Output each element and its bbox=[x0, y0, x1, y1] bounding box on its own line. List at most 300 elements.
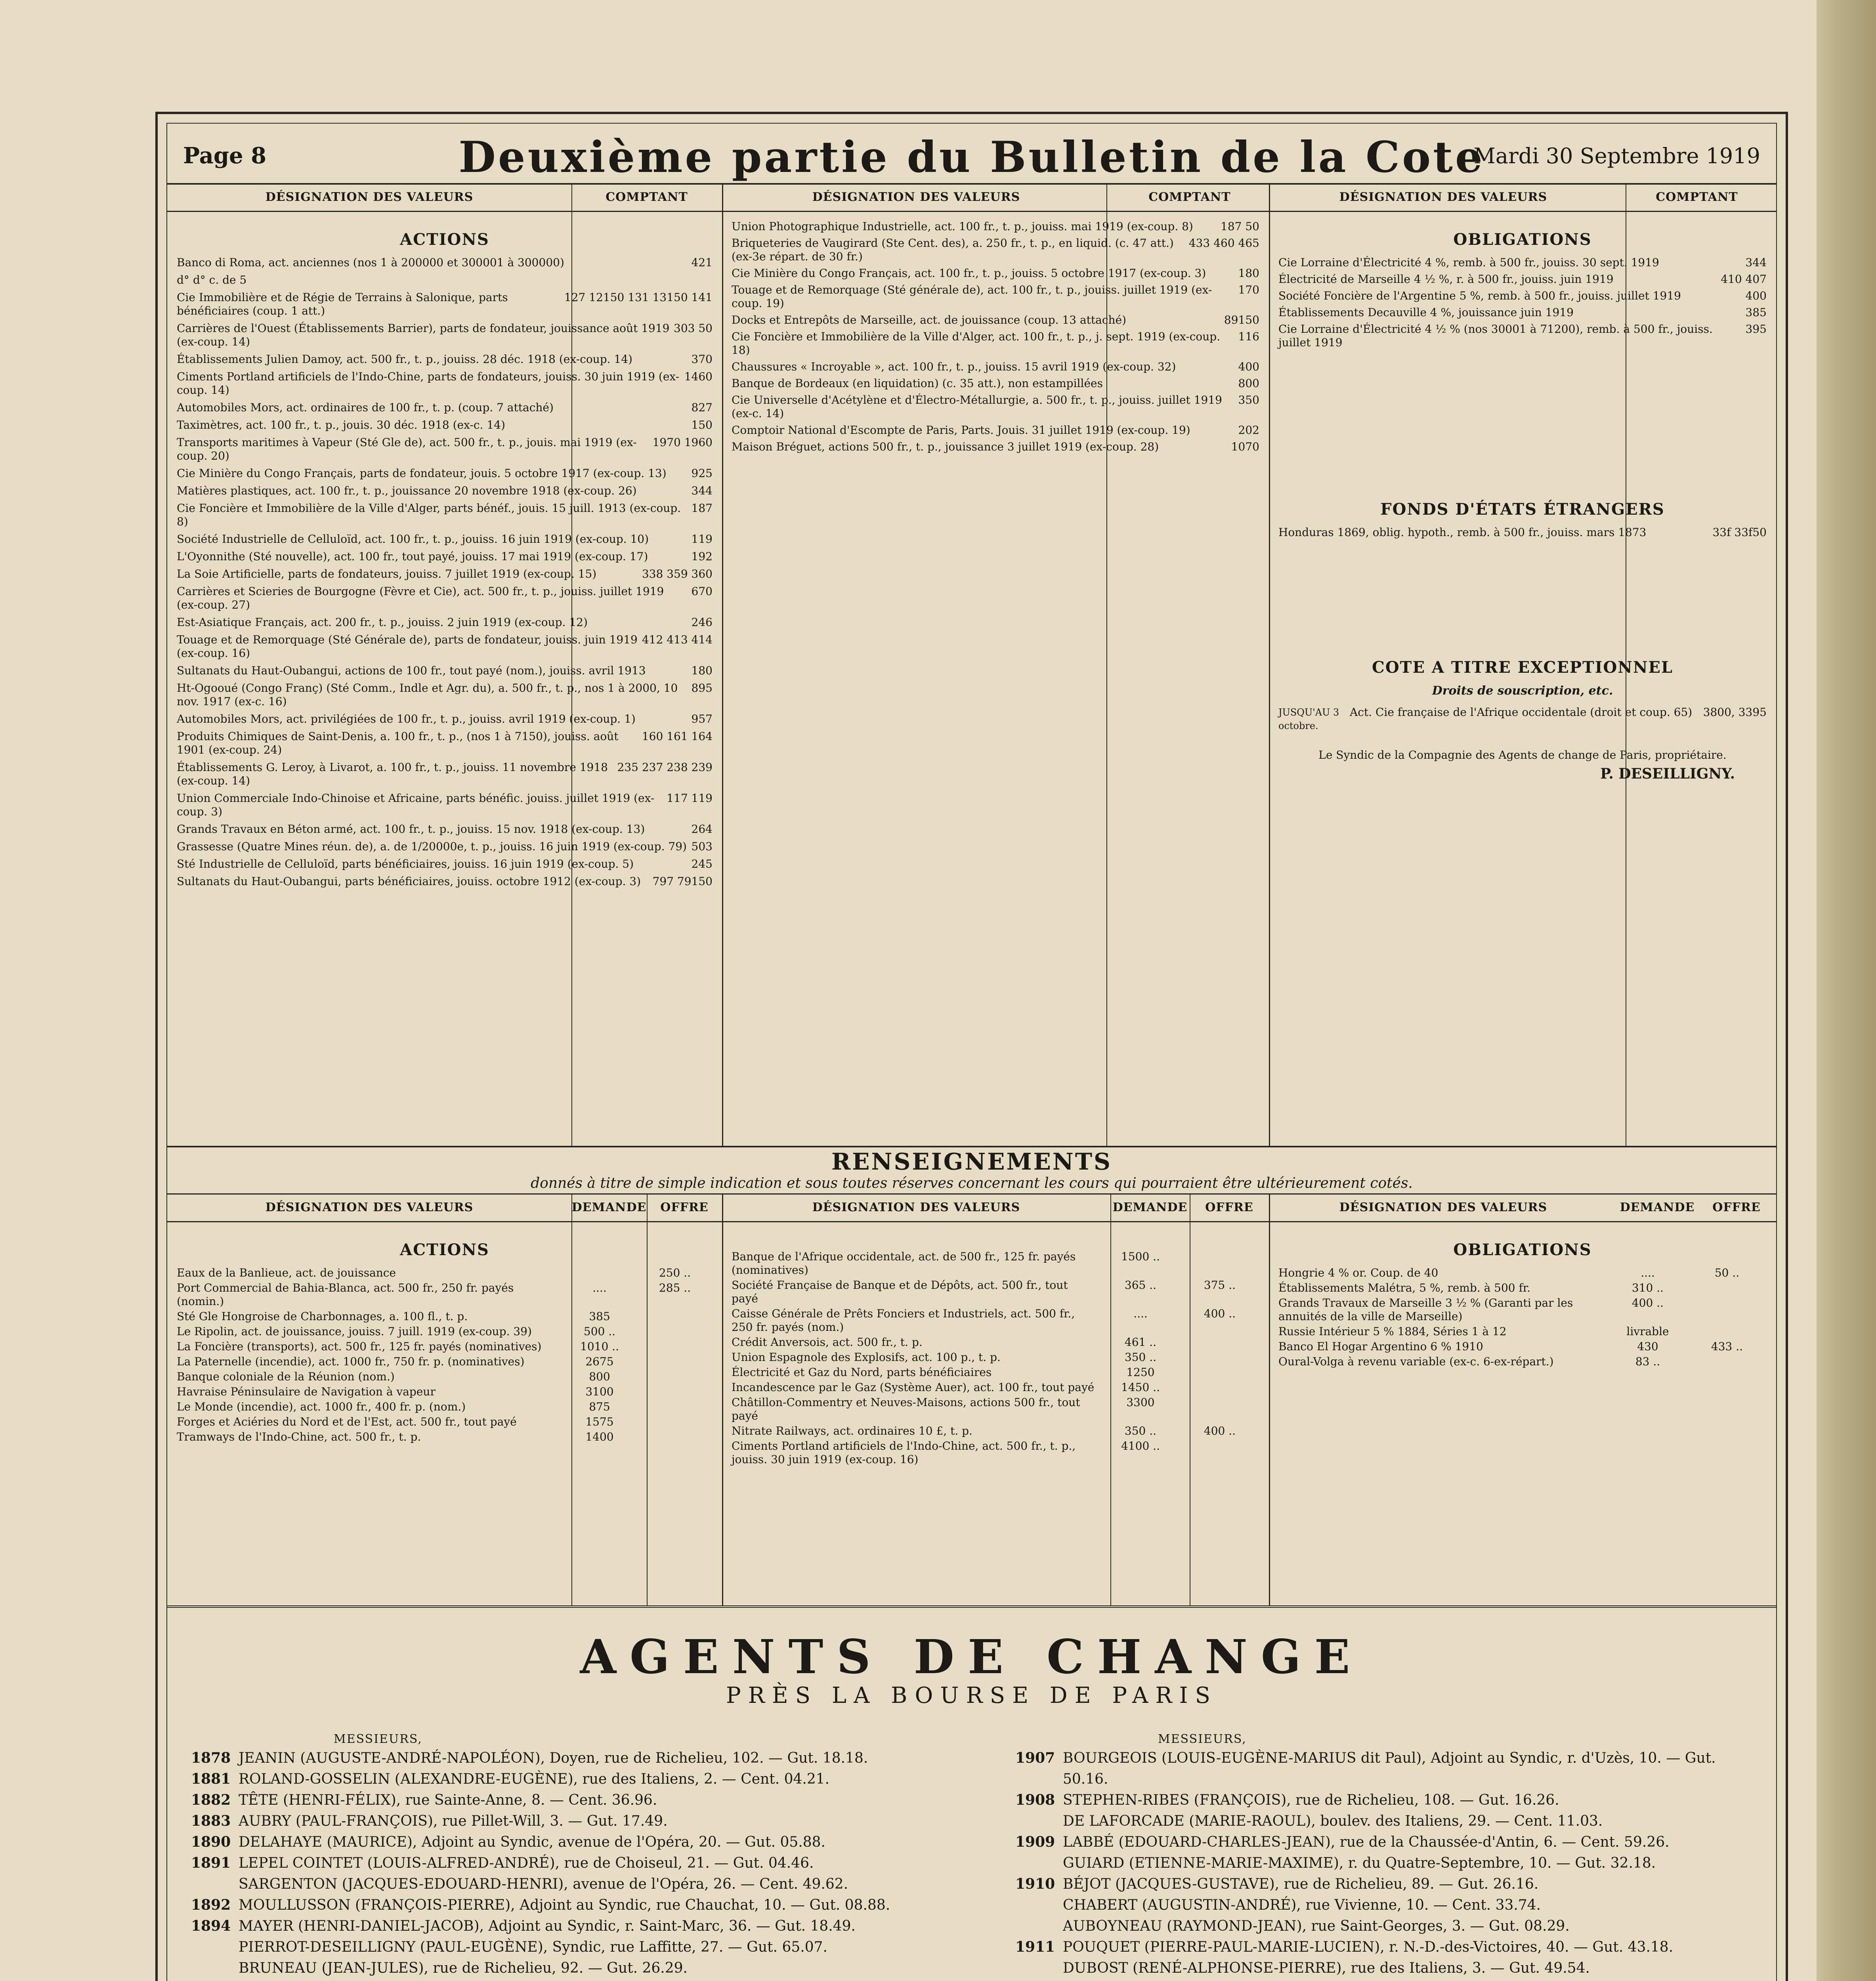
agents-de-change bbox=[167, 1613, 1776, 1981]
syndic-signature: P. DESEILLIGNY. bbox=[1600, 765, 1735, 782]
agent-row bbox=[191, 1769, 984, 1790]
quote-row bbox=[732, 1381, 1259, 1394]
agent-row bbox=[1015, 1958, 1760, 1979]
agent-entry: BÉJOT (JACQUES-GUSTAVE), rue de Richelieu, 89. — Gut. 26.16. bbox=[1063, 1876, 1539, 1892]
quote-row bbox=[177, 273, 713, 287]
agent-entry: LEPEL COINTET (LOUIS-ALFRED-ANDRÉ), rue de Choiseul, 21. — Gut. 04.46. bbox=[239, 1855, 814, 1871]
agent-year bbox=[1015, 1895, 1063, 1916]
agent-row bbox=[191, 1979, 984, 1981]
agent-entry: ROLAND-GOSSELIN (ALEXANDRE-EUGÈNE), rue des Italiens, 2. — Cent. 04.21. bbox=[239, 1771, 830, 1787]
rens-mid-col bbox=[722, 1193, 1269, 1605]
agent-year bbox=[191, 1979, 239, 1981]
quote-designation: Automobiles Mors, act. privilégiées de 100 fr., t. p., jouiss. avril 1919 (ex-coup. 1) bbox=[177, 712, 636, 725]
quote-row bbox=[177, 761, 713, 788]
quote-price: 160 161 164 bbox=[642, 730, 713, 743]
quote-price: 925 bbox=[691, 467, 713, 480]
column-header bbox=[1269, 183, 1776, 212]
quote-demande bbox=[562, 1266, 637, 1280]
rens-oblig-col bbox=[1269, 1193, 1776, 1605]
quote-price: 235 237 238 239 bbox=[617, 761, 713, 774]
quote-offre bbox=[637, 1385, 713, 1399]
cote-tables bbox=[167, 183, 1776, 1147]
quote-offre: 433 .. bbox=[1711, 1340, 1743, 1353]
quote-row bbox=[177, 401, 713, 414]
quote-demande: 430 bbox=[1637, 1340, 1658, 1353]
quote-designation: Comptoir National d'Escompte de Paris, Parts. Jouis. 31 juillet 1919 (ex-coup. 19) bbox=[732, 424, 1190, 437]
quote-demande: 800 bbox=[589, 1370, 610, 1383]
quote-price: 116 bbox=[1238, 330, 1259, 343]
quote-designation: Banque de Bordeaux (en liquidation) (c. 35 att.), non estampillées bbox=[732, 377, 1103, 390]
quote-designation: Électricité de Marseille 4 ½ %, r. à 500 fr., jouiss. juin 1919 bbox=[1278, 273, 1614, 286]
demande-header: DEMANDE bbox=[1620, 1200, 1695, 1214]
except-designation: Act. Cie française de l'Afrique occidentale (droit et coup. 65) bbox=[1350, 706, 1693, 719]
fonds-title: FONDS D'ÉTATS ÉTRANGERS bbox=[1380, 500, 1665, 519]
quote-row bbox=[177, 1385, 713, 1399]
agent-year: 1908 bbox=[1015, 1792, 1055, 1808]
quote-price: 246 bbox=[691, 616, 713, 629]
agent-year: 1892 bbox=[191, 1897, 231, 1913]
quote-price: 827 bbox=[691, 401, 713, 414]
offre-header: OFFRE bbox=[1205, 1200, 1253, 1214]
quote-price: 370 bbox=[691, 353, 713, 366]
quote-designation: Ciments Portland artificiels de l'Indo-Chine, act. 500 fr., t. p., jouiss. 30 juin 1919 (ex-coup. 16) bbox=[732, 1439, 1076, 1466]
agent-row bbox=[191, 1811, 984, 1832]
quote-price: 957 bbox=[691, 712, 713, 725]
quote-price: 338 359 360 bbox=[642, 567, 713, 580]
designation-header: DÉSIGNATION DES VALEURS bbox=[1339, 1200, 1547, 1214]
quote-offre: 400 .. bbox=[1204, 1307, 1236, 1320]
quote-offre bbox=[637, 1430, 713, 1444]
quote-designation: Le Ripolin, act. de jouissance, jouiss. 7 juill. 1919 (ex-coup. 39) bbox=[177, 1325, 532, 1338]
bulletin-inner bbox=[166, 123, 1777, 1981]
agent-year bbox=[1015, 1853, 1063, 1874]
actions-list bbox=[167, 212, 722, 900]
quote-demande: 1400 bbox=[585, 1430, 614, 1443]
agent-year: 1891 bbox=[191, 1855, 231, 1871]
agent-year bbox=[191, 1874, 239, 1895]
quote-demande: .... bbox=[1641, 1266, 1655, 1279]
quote-demande: 875 bbox=[589, 1400, 610, 1413]
agent-year: 1878 bbox=[191, 1750, 231, 1766]
quote-offre bbox=[1687, 1296, 1767, 1323]
quote-demande: 1575 bbox=[585, 1415, 614, 1428]
quote-price: 410 407 bbox=[1721, 273, 1767, 286]
agent-entry: DUBOST (RENÉ-ALPHONSE-PIERRE), rue des Italiens, 3. — Gut. 49.54. bbox=[1063, 1960, 1590, 1976]
quote-offre bbox=[1180, 1396, 1259, 1423]
quote-price: 895 bbox=[691, 681, 713, 695]
agent-year: 1911 bbox=[1015, 1939, 1055, 1955]
quote-designation: Produits Chimiques de Saint-Denis, a. 100 fr., t. p., (nos 1 à 7150), jouiss. août 1901 (ex-coup. 24) bbox=[177, 730, 619, 756]
quote-designation: Docks et Entrepôts de Marseille, act. de jouissance (coup. 13 attaché) bbox=[732, 313, 1127, 326]
quote-row bbox=[177, 823, 713, 836]
quote-demande: 3100 bbox=[585, 1385, 614, 1398]
rens-oblig-list bbox=[1269, 1222, 1776, 1378]
quote-offre bbox=[637, 1415, 713, 1429]
demande-header: DEMANDE bbox=[571, 1200, 647, 1214]
quote-price: 187 50 bbox=[1221, 220, 1259, 233]
agent-row bbox=[1015, 1937, 1760, 1958]
quote-row bbox=[732, 360, 1259, 374]
messieurs-label: MESSIEURS, bbox=[334, 1732, 422, 1746]
quote-designation: Sultanats du Haut-Oubangui, parts bénéficiaires, jouiss. octobre 1912 (ex-coup. 3) bbox=[177, 875, 641, 888]
quote-row bbox=[177, 792, 713, 819]
quote-price: 117 119 bbox=[667, 792, 713, 805]
quote-row bbox=[1278, 1296, 1767, 1323]
quote-designation: La Foncière (transports), act. 500 fr., 125 fr. payés (nominatives) bbox=[177, 1340, 542, 1353]
rens-actions-title: ACTIONS bbox=[400, 1241, 489, 1259]
quote-designation: Cie Lorraine d'Électricité 4 ½ % (nos 30001 à 71200), remb. à 500 fr., jouiss. juillet 1919 bbox=[1278, 323, 1713, 349]
designation-header: DÉSIGNATION DES VALEURS bbox=[265, 1200, 474, 1214]
quote-price: 264 bbox=[691, 823, 713, 836]
quote-designation: Cie Immobilière et de Régie de Terrains à Salonique, parts bénéficiaires (coup. 1 att.) bbox=[177, 291, 508, 317]
quote-row bbox=[1278, 1281, 1767, 1295]
quote-price: 202 bbox=[1238, 424, 1259, 437]
agent-row bbox=[191, 1916, 984, 1937]
quote-designation: Établissements Decauville 4 %, jouissance juin 1919 bbox=[1278, 306, 1574, 319]
quote-price: 385 bbox=[1745, 306, 1767, 319]
quote-price: 433 460 465 bbox=[1188, 237, 1259, 250]
quote-price: 400 bbox=[1238, 360, 1259, 373]
agent-year bbox=[191, 1937, 239, 1958]
quote-designation: Union Commerciale Indo-Chinoise et Africaine, parts bénéfic. jouiss. juillet 1919 (ex-coup. 3) bbox=[177, 792, 655, 818]
quote-price: 245 bbox=[691, 857, 713, 870]
quote-row bbox=[732, 1250, 1259, 1277]
agent-row bbox=[1015, 1853, 1760, 1874]
quote-row bbox=[177, 502, 713, 529]
quote-designation: Société Foncière de l'Argentine 5 %, remb. à 500 fr., jouiss. juillet 1919 bbox=[1278, 289, 1681, 302]
quote-row bbox=[177, 418, 713, 432]
quote-row bbox=[732, 424, 1259, 437]
quote-designation: Ciments Portland artificiels de l'Indo-Chine, parts de fondateurs, jouiss. 30 juin 1919 (ex-coup. 14) bbox=[177, 370, 680, 397]
quote-row bbox=[177, 1415, 713, 1429]
quote-designation: Sté Gle Hongroise de Charbonnages, a. 100 fl., t. p. bbox=[177, 1310, 468, 1323]
agent-row bbox=[191, 1853, 984, 1874]
quote-designation: Carrières et Scieries de Bourgogne (Fèvre et Cie), act. 500 fr., t. p., jouiss. juillet 1919 (ex-coup. 27) bbox=[177, 585, 664, 611]
quote-offre bbox=[1180, 1439, 1259, 1466]
quote-row bbox=[177, 353, 713, 366]
actions-list-2 bbox=[722, 212, 1269, 465]
agent-year bbox=[1015, 1811, 1063, 1832]
agent-entry: JEANIN (AUGUSTE-ANDRÉ-NAPOLÉON), Doyen, rue de Richelieu, 102. — Gut. 18.18. bbox=[239, 1750, 868, 1766]
renseignements-subtitle: donnés à titre de simple indication et sous toutes réserves concernant les cours qui pourraient être ultérieurement cotés. bbox=[531, 1175, 1413, 1191]
agent-year: 1910 bbox=[1015, 1876, 1055, 1892]
agent-row bbox=[1015, 1916, 1760, 1937]
quote-offre: 285 .. bbox=[659, 1281, 691, 1294]
quote-demande: 400 .. bbox=[1631, 1296, 1664, 1309]
designation-header: DÉSIGNATION DES VALEURS bbox=[812, 1200, 1020, 1214]
quote-designation: Banco di Roma, act. anciennes (nos 1 à 200000 et 300001 à 300000) bbox=[177, 256, 564, 269]
quote-price: 1460 bbox=[684, 370, 713, 383]
quote-row bbox=[732, 377, 1259, 390]
quote-demande: 3300 bbox=[1126, 1396, 1155, 1409]
quote-designation: Touage et de Remorquage (Sté Générale de), parts de fondateur, jouiss. juin 1919 (ex-coup. 16) bbox=[177, 633, 638, 660]
quote-row bbox=[732, 1336, 1259, 1349]
quote-demande: 350 .. bbox=[1124, 1351, 1157, 1364]
quote-row bbox=[732, 1351, 1259, 1364]
renseignements-title: RENSEIGNEMENTS bbox=[831, 1148, 1112, 1175]
comptant-header: COMPTANT bbox=[1148, 190, 1231, 204]
quote-designation: Chaussures « Incroyable », act. 100 fr., t. p., jouiss. 15 avril 1919 (ex-coup. 32) bbox=[732, 360, 1176, 373]
quote-designation: Honduras 1869, oblig. hypoth., remb. à 500 fr., jouiss. mars 1873 bbox=[1278, 526, 1647, 539]
quote-row bbox=[177, 840, 713, 853]
designation-header: DÉSIGNATION DES VALEURS bbox=[812, 190, 1020, 204]
quote-row bbox=[1278, 256, 1767, 269]
agent-entry: GUIARD (ETIENNE-MARIE-MAXIME), r. du Quatre-Septembre, 10. — Gut. 32.18. bbox=[1063, 1855, 1656, 1871]
quote-price: 192 bbox=[691, 550, 713, 563]
quote-offre: 400 .. bbox=[1204, 1424, 1236, 1437]
quote-price: 412 413 414 bbox=[642, 633, 713, 646]
quote-price: 344 bbox=[1745, 256, 1767, 269]
quote-row bbox=[177, 550, 713, 563]
quote-designation: Cie Minière du Congo Français, act. 100 fr., t. p., jouiss. 5 octobre 1917 (ex-coup. 3) bbox=[732, 267, 1206, 280]
quote-designation: Eaux de la Banlieue, act. de jouissance bbox=[177, 1266, 396, 1279]
quote-row bbox=[177, 484, 713, 498]
quote-offre bbox=[1180, 1351, 1259, 1364]
quote-designation: Cie Minière du Congo Français, parts de fondateur, jouis. 5 octobre 1917 (ex-coup. 13) bbox=[177, 467, 667, 480]
quote-demande: .... bbox=[1133, 1307, 1148, 1320]
quote-designation: Châtillon-Commentry et Neuves-Maisons, actions 500 fr., tout payé bbox=[732, 1396, 1080, 1422]
quote-price: 187 bbox=[691, 502, 713, 515]
quote-row bbox=[177, 616, 713, 629]
quote-designation: Grassesse (Quatre Mines réun. de), a. de 1/20000e, t. p., jouiss. 16 juin 1919 (ex-coup. 79) bbox=[177, 840, 687, 853]
quote-designation: Briqueteries de Vaugirard (Ste Cent. des), a. 250 fr., t. p., en liquid. (c. 47 att.) (ex-3e répart. de 30 fr.) bbox=[732, 237, 1174, 263]
quote-designation: Est-Asiatique Français, act. 200 fr., t. p., jouiss. 2 juin 1919 (ex-coup. 12) bbox=[177, 616, 588, 629]
agent-row bbox=[1015, 1811, 1760, 1832]
quote-offre bbox=[637, 1400, 713, 1414]
quote-designation: Maison Bréguet, actions 500 fr., t. p., jouissance 3 juillet 1919 (ex-coup. 28) bbox=[732, 440, 1159, 453]
quote-designation: Établissements Malétra, 5 %, remb. à 500 fr. bbox=[1278, 1281, 1531, 1294]
quote-row bbox=[177, 1355, 713, 1368]
agent-year: 1907 bbox=[1015, 1750, 1055, 1766]
agent-entry: LABBÉ (EDOUARD-CHARLES-JEAN), rue de la Chaussée-d'Antin, 6. — Cent. 59.26. bbox=[1063, 1834, 1670, 1850]
quote-designation: Taximètres, act. 100 fr., t. p., jouis. 30 déc. 1918 (ex-c. 14) bbox=[177, 418, 505, 431]
agent-year: 1890 bbox=[191, 1834, 231, 1850]
quote-price: 800 bbox=[1238, 377, 1259, 390]
quote-price: 89150 bbox=[1224, 313, 1259, 326]
quote-designation: Union Photographique Industrielle, act. 100 fr., t. p., jouiss. mai 1919 (ex-coup. 8) bbox=[732, 220, 1193, 233]
quote-offre bbox=[1180, 1381, 1259, 1394]
column-header bbox=[167, 183, 722, 212]
agent-year bbox=[191, 1958, 239, 1979]
quote-price: 119 bbox=[691, 532, 713, 546]
page-date: Mardi 30 Septembre 1919 bbox=[1473, 143, 1760, 168]
quote-row bbox=[732, 220, 1259, 233]
quote-row bbox=[732, 440, 1259, 454]
quote-price: 170 bbox=[1238, 283, 1259, 296]
quote-designation: Transports maritimes à Vapeur (Sté Gle de), act. 500 fr., t. p., jouis. mai 1919 (ex-coup. 20) bbox=[177, 436, 637, 462]
quote-designation: La Paternelle (incendie), act. 1000 fr., 750 fr. p. (nominatives) bbox=[177, 1355, 525, 1368]
quote-offre bbox=[1180, 1336, 1259, 1349]
quote-designation: Cie Universelle d'Acétylène et d'Électro-Métallurgie, a. 500 fr., t. p., jouiss. juillet 1919 (ex-c. 14) bbox=[732, 393, 1222, 420]
rens-mid-list bbox=[722, 1222, 1269, 1476]
agent-year bbox=[1015, 1979, 1063, 1981]
agent-entry: MAYER (HENRI-DANIEL-JACOB), Adjoint au Syndic, r. Saint-Marc, 36. — Gut. 18.49. bbox=[239, 1918, 856, 1934]
quote-row bbox=[177, 436, 713, 463]
quote-offre bbox=[637, 1355, 713, 1368]
agent-entry: AUBRY (PAUL-FRANÇOIS), rue Pillet-Will, 3. — Gut. 17.49. bbox=[239, 1813, 668, 1829]
agent-year bbox=[1015, 1916, 1063, 1937]
except-row bbox=[1278, 706, 1767, 733]
quote-row bbox=[732, 1396, 1259, 1423]
quote-row bbox=[177, 1340, 713, 1353]
quote-designation: Établissements Julien Damoy, act. 500 fr., t. p., jouiss. 28 déc. 1918 (ex-coup. 14) bbox=[177, 353, 632, 366]
messieurs-label: MESSIEURS, bbox=[1158, 1732, 1247, 1746]
quote-offre bbox=[1687, 1355, 1767, 1368]
agent-row bbox=[191, 1748, 984, 1769]
quote-price: 400 bbox=[1745, 289, 1767, 302]
quote-row bbox=[1278, 289, 1767, 303]
agent-entry: DELAHAYE (MAURICE), Adjoint au Syndic, avenue de l'Opéra, 20. — Gut. 05.88. bbox=[239, 1834, 825, 1850]
quote-offre bbox=[637, 1340, 713, 1353]
quote-demande: 385 bbox=[589, 1310, 610, 1323]
quote-price: 1970 1960 bbox=[652, 436, 713, 449]
agent-entry bbox=[239, 1979, 984, 1981]
obligations-column bbox=[1269, 183, 1776, 1146]
quote-designation: Russie Intérieur 5 % 1884, Séries 1 à 12 bbox=[1278, 1325, 1507, 1338]
quote-designation: Société Industrielle de Celluloïd, act. 100 fr., t. p., jouiss. 16 juin 1919 (ex-coup. 10) bbox=[177, 532, 649, 546]
quote-offre bbox=[1687, 1281, 1767, 1295]
agent-row bbox=[1015, 1748, 1760, 1790]
quote-row bbox=[177, 370, 713, 397]
quote-price: 127 12150 131 13150 141 bbox=[564, 291, 713, 304]
agents-left-list bbox=[191, 1732, 984, 1981]
quote-price: 1070 bbox=[1231, 440, 1259, 453]
quote-designation: Crédit Anversois, act. 500 fr., t. p. bbox=[732, 1336, 923, 1349]
quote-row bbox=[732, 313, 1259, 327]
agent-entry: POUQUET (PIERRE-PAUL-MARIE-LUCIEN), r. N.-D.-des-Victoires, 40. — Gut. 43.18. bbox=[1063, 1939, 1673, 1955]
quote-demande: 1010 .. bbox=[580, 1340, 619, 1353]
renseignements-tables bbox=[167, 1193, 1776, 1608]
quote-row bbox=[177, 681, 713, 708]
quote-offre: 250 .. bbox=[659, 1266, 691, 1279]
quote-row bbox=[732, 1366, 1259, 1379]
quote-row bbox=[1278, 1355, 1767, 1368]
quote-designation: Caisse Générale de Prêts Fonciers et Industriels, act. 500 fr., 250 fr. payés (nom.) bbox=[732, 1307, 1075, 1334]
quote-price: 350 bbox=[1238, 393, 1259, 407]
actions-column-2 bbox=[722, 183, 1269, 1146]
quote-designation: Incandescence par le Gaz (Système Auer), act. 100 fr., tout payé bbox=[732, 1381, 1095, 1394]
quote-designation: Havraise Péninsulaire de Navigation à vapeur bbox=[177, 1385, 436, 1398]
quote-designation: Oural-Volga à revenu variable (ex-c. 6-ex-répart.) bbox=[1278, 1355, 1554, 1368]
quote-row bbox=[177, 1266, 713, 1280]
actions-column bbox=[167, 183, 722, 1146]
quote-demande: 1450 .. bbox=[1121, 1381, 1160, 1394]
agent-entry: BRUNEAU (JEAN-JULES), rue de Richelieu, 92. — Gut. 26.29. bbox=[239, 1960, 688, 1976]
quote-designation: Sté Industrielle de Celluloïd, parts bénéficiaires, jouiss. 16 juin 1919 (ex-coup. 5) bbox=[177, 857, 634, 870]
quote-designation: Carrières de l'Ouest (Établissements Barrier), parts de fondateur, jouissance août 1919 (ex-coup. 14) bbox=[177, 322, 670, 348]
quote-row bbox=[177, 730, 713, 757]
bulletin-frame bbox=[155, 112, 1788, 1981]
agent-row bbox=[1015, 1874, 1760, 1895]
except-price: 3800, 3395 bbox=[1703, 706, 1767, 719]
agent-year: 1883 bbox=[191, 1813, 231, 1829]
quote-demande: .... bbox=[592, 1281, 607, 1294]
quote-price: 344 bbox=[691, 484, 713, 497]
agent-entry: PIERROT-DESEILLIGNY (PAUL-EUGÈNE), Syndic, rue Laffitte, 27. — Gut. 65.07. bbox=[239, 1939, 827, 1955]
quote-row bbox=[732, 267, 1259, 280]
quote-row bbox=[177, 567, 713, 581]
quote-price: 150 bbox=[691, 418, 713, 431]
quote-demande: 1500 .. bbox=[1121, 1250, 1160, 1263]
quote-price: 670 bbox=[691, 585, 713, 598]
agent-year: 1882 bbox=[191, 1792, 231, 1808]
agent-row bbox=[191, 1895, 984, 1916]
agent-entry: STEPHEN-RIBES (FRANÇOIS), rue de Richelieu, 108. — Gut. 16.26. bbox=[1063, 1792, 1559, 1808]
designation-header: DÉSIGNATION DES VALEURS bbox=[1339, 190, 1547, 204]
quote-demande: 4100 .. bbox=[1121, 1439, 1160, 1452]
quote-designation: L'Oyonnithe (Sté nouvelle), act. 100 fr., tout payé, jouiss. 17 mai 1919 (ex-coup. 17) bbox=[177, 550, 648, 563]
quote-demande: 2675 bbox=[585, 1355, 614, 1368]
quote-row bbox=[1278, 323, 1767, 349]
obligations-title: OBLIGATIONS bbox=[1453, 230, 1592, 249]
demande-header: DEMANDE bbox=[1112, 1200, 1188, 1214]
quote-row bbox=[1278, 273, 1767, 286]
quote-row bbox=[732, 1424, 1259, 1438]
agent-entry: BOURGEOIS (LOUIS-EUGÈNE-MARIUS dit Paul), Adjoint au Syndic, r. d'Uzès, 10. — Gut. 50.16. bbox=[1063, 1750, 1716, 1787]
agent-row bbox=[191, 1937, 984, 1958]
quote-row bbox=[732, 283, 1259, 310]
agents-right-list bbox=[1015, 1732, 1760, 1981]
agent-row bbox=[191, 1832, 984, 1853]
quote-row bbox=[732, 237, 1259, 263]
quote-row bbox=[177, 1370, 713, 1384]
agent-entry bbox=[1063, 1979, 1760, 1981]
quote-demande: 310 .. bbox=[1631, 1281, 1664, 1294]
quote-row bbox=[177, 1430, 713, 1444]
agents-title: AGENTS DE CHANGE bbox=[580, 1629, 1364, 1684]
quote-designation: Forges et Aciéries du Nord et de l'Est, act. 500 fr., tout payé bbox=[177, 1415, 517, 1428]
quote-price: 33f 33f50 bbox=[1712, 526, 1767, 539]
column-header bbox=[1269, 1193, 1776, 1222]
page-title: Deuxième partie du Bulletin de la Cote bbox=[458, 132, 1485, 182]
quote-offre bbox=[1180, 1366, 1259, 1379]
quote-price: 797 79150 bbox=[652, 875, 713, 888]
quote-offre bbox=[1180, 1250, 1259, 1277]
quote-designation: Cie Lorraine d'Électricité 4 %, remb. à 500 fr., jouiss. 30 sept. 1919 bbox=[1278, 256, 1659, 269]
quote-row bbox=[732, 330, 1259, 357]
quote-designation: Électricité et Gaz du Nord, parts bénéficiaires bbox=[732, 1366, 992, 1379]
page-header bbox=[167, 124, 1776, 185]
quote-designation: Banque de l'Afrique occidentale, act. de 500 fr., 125 fr. payés (nominatives) bbox=[732, 1250, 1076, 1277]
quote-demande: 461 .. bbox=[1124, 1336, 1157, 1349]
quote-row bbox=[177, 1400, 713, 1414]
column-header bbox=[722, 183, 1269, 212]
quote-demande: 500 .. bbox=[583, 1325, 616, 1338]
quote-row bbox=[177, 1310, 713, 1323]
quote-row bbox=[177, 1325, 713, 1338]
quote-demande: 350 .. bbox=[1124, 1424, 1157, 1437]
agent-year bbox=[1015, 1958, 1063, 1979]
quote-demande: 1250 bbox=[1126, 1366, 1155, 1379]
comptant-header: COMPTANT bbox=[1656, 190, 1738, 204]
quote-designation: Union Espagnole des Explosifs, act. 100 p., t. p. bbox=[732, 1351, 1001, 1364]
quote-price: 503 bbox=[691, 840, 713, 853]
renseignements-header bbox=[167, 1146, 1776, 1195]
quote-row bbox=[177, 322, 713, 349]
offre-header: OFFRE bbox=[1712, 1200, 1761, 1214]
agent-entry: MOULLUSSON (FRANÇOIS-PIERRE), Adjoint au Syndic, rue Chauchat, 10. — Gut. 08.88. bbox=[239, 1897, 890, 1913]
except-date: JUSQU'AU 3 octobre. bbox=[1278, 707, 1339, 731]
designation-header: DÉSIGNATION DES VALEURS bbox=[265, 190, 474, 204]
section-title: ACTIONS bbox=[400, 230, 489, 249]
page-number: Page 8 bbox=[183, 143, 267, 169]
quote-row bbox=[177, 291, 713, 318]
quote-row bbox=[177, 875, 713, 888]
quote-demande: 365 .. bbox=[1124, 1279, 1157, 1292]
quote-designation: Grands Travaux de Marseille 3 ½ % (Garanti par les annuités de la ville de Marseille) bbox=[1278, 1296, 1573, 1323]
agent-entry: AUBOYNEAU (RAYMOND-JEAN), rue Saint-Georges, 3. — Gut. 08.29. bbox=[1063, 1918, 1570, 1934]
agent-row bbox=[191, 1874, 984, 1895]
